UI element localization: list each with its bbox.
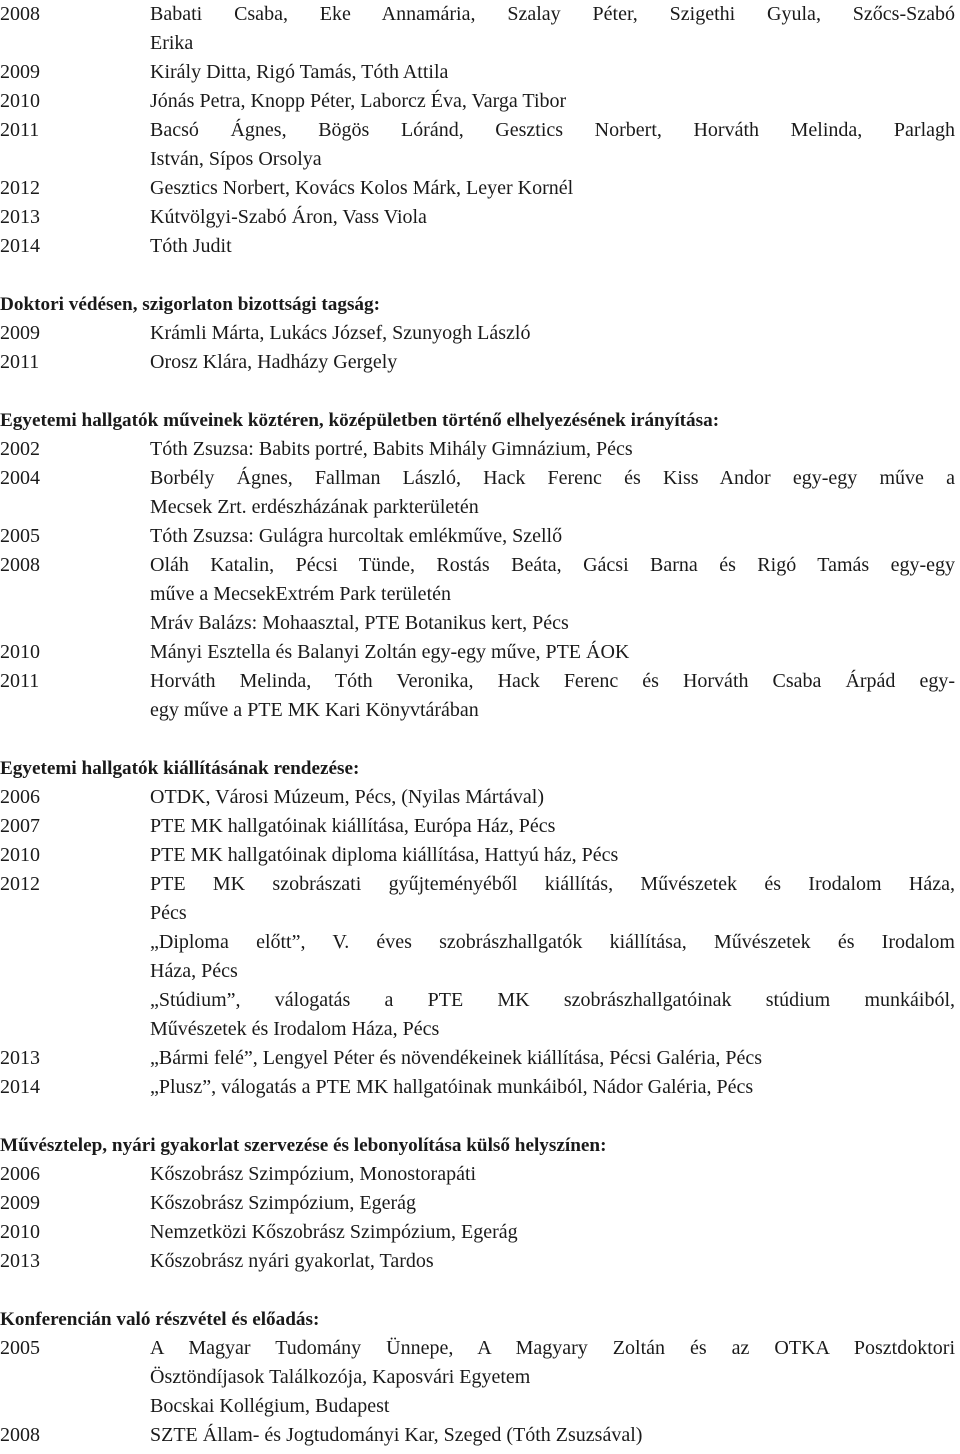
entry-line: Kőszobrász Szimpózium, Monostorapáti: [150, 1163, 477, 1185]
entry-year: 2013: [0, 1047, 40, 1069]
entry-text: [150, 1189, 960, 1218]
cv-entry: [0, 58, 960, 87]
entry-year: 2013: [0, 1250, 40, 1272]
entry-year: 2002: [0, 438, 40, 460]
entry-year: 2007: [0, 815, 40, 837]
cv-entry: [0, 0, 960, 58]
entry-text: [150, 667, 960, 725]
entry-text: [150, 87, 960, 116]
entry-text: [150, 1247, 960, 1276]
entry-text: [150, 203, 960, 232]
entry-year: 2009: [0, 322, 40, 344]
entry-year: 2011: [0, 670, 40, 692]
cv-entry: [0, 1421, 960, 1450]
entry-line: Ösztöndíjasok Találkozója, Kaposvári Egyetem: [150, 1366, 531, 1388]
cv-entry: [0, 812, 960, 841]
entry-line: Kőszobrász nyári gyakorlat, Tardos: [150, 1250, 434, 1272]
entry-line: Háza, Pécs: [150, 960, 238, 982]
entry-line: Mecsek Zrt. erdészházának parkterületén: [150, 496, 479, 518]
cv-entry: [0, 1160, 960, 1189]
entry-line: Tóth Zsuzsa: Gulágra hurcoltak emlékműve, Szellő: [150, 525, 563, 547]
entry-text: [150, 58, 960, 87]
entry-text: [150, 522, 960, 551]
cv-entry: [0, 87, 960, 116]
entry-line: Kőszobrász Szimpózium, Egerág: [150, 1192, 417, 1214]
entry-line: Babati Csaba, Eke Annamária, Szalay Péter, Szigethi Gyula, Szőcs-Szabó: [150, 3, 955, 25]
entry-text: [150, 1044, 960, 1073]
cv-entry: [0, 1247, 960, 1276]
entry-text: [150, 319, 960, 348]
entry-year: 2006: [0, 786, 40, 808]
entry-text: [150, 638, 960, 667]
entry-year: 2006: [0, 1163, 40, 1185]
entry-line: Borbély Ágnes, Fallman László, Hack Ferenc és Kiss Andor egy-egy műve a: [150, 467, 955, 489]
section-heading: Egyetemi hallgatók kiállításának rendezése:: [0, 758, 360, 779]
cv-entry: [0, 1218, 960, 1247]
entry-year: 2004: [0, 467, 40, 489]
cv-entry: [0, 116, 960, 174]
entry-text: [150, 870, 960, 1044]
cv-entry: [0, 464, 960, 522]
cv-entry: [0, 1189, 960, 1218]
entry-text: [150, 435, 960, 464]
cv-entry: [0, 522, 960, 551]
cv-entry: [0, 203, 960, 232]
cv-entry: [0, 551, 960, 638]
entry-line: Kútvölgyi-Szabó Áron, Vass Viola: [150, 206, 427, 228]
entry-text: [150, 1421, 960, 1450]
entry-text: [150, 1073, 960, 1102]
entry-text: [150, 783, 960, 812]
entry-line: Mányi Esztella és Balanyi Zoltán egy-egy műve, PTE ÁOK: [150, 641, 630, 663]
entry-text: [150, 841, 960, 870]
entry-year: 2012: [0, 177, 40, 199]
entry-line: Krámli Márta, Lukács József, Szunyogh László: [150, 322, 531, 344]
cv-entry: [0, 783, 960, 812]
entry-line: A Magyar Tudomány Ünnepe, A Magyary Zoltán és az OTKA Posztdoktori: [150, 1337, 955, 1359]
entry-text: [150, 812, 960, 841]
entry-line: István, Sípos Orsolya: [150, 148, 322, 170]
entry-line: Gesztics Norbert, Kovács Kolos Márk, Leyer Kornél: [150, 177, 574, 199]
cv-entry: [0, 667, 960, 725]
entry-text: [150, 1218, 960, 1247]
section-heading: Egyetemi hallgatók műveinek köztéren, középületben történő elhelyezésének irányítása:: [0, 410, 720, 431]
entry-year: 2005: [0, 1337, 40, 1359]
entry-text: [150, 232, 960, 261]
entry-text: [150, 174, 960, 203]
cv-section: [0, 406, 960, 725]
cv-section: [0, 754, 960, 1102]
entry-line: „Stúdium”, válogatás a PTE MK szobrászhallgatóinak stúdium munkáiból,: [150, 989, 955, 1011]
entry-line: „Plusz”, válogatás a PTE MK hallgatóinak munkáiból, Nádor Galéria, Pécs: [150, 1076, 754, 1098]
section-heading: Konferencián való részvétel és előadás:: [0, 1309, 320, 1330]
entry-year: 2010: [0, 1221, 40, 1243]
cv-section: [0, 0, 960, 261]
entry-line: „Bármi felé”, Lengyel Péter és növendékeinek kiállítása, Pécsi Galéria, Pécs: [150, 1047, 762, 1069]
entry-line: Nemzetközi Kőszobrász Szimpózium, Egerág: [150, 1221, 518, 1243]
entry-year: 2008: [0, 1424, 40, 1446]
entry-line: Király Ditta, Rigó Tamás, Tóth Attila: [150, 61, 449, 83]
cv-entry: [0, 870, 960, 1044]
cv-entry: [0, 174, 960, 203]
entry-year: 2010: [0, 844, 40, 866]
entry-line: PTE MK szobrászati gyűjteményéből kiállítás, Művészetek és Irodalom Háza,: [150, 873, 955, 895]
cv-entry: [0, 841, 960, 870]
entry-year: 2014: [0, 1076, 40, 1098]
entry-text: [150, 116, 960, 174]
cv-entry: [0, 348, 960, 377]
entry-text: [150, 0, 960, 58]
entry-year: 2013: [0, 206, 40, 228]
entry-line: Jónás Petra, Knopp Péter, Laborcz Éva, Varga Tibor: [150, 90, 567, 112]
entry-line: Bocskai Kollégium, Budapest: [150, 1395, 390, 1417]
entry-line: Tóth Zsuzsa: Babits portré, Babits Mihály Gimnázium, Pécs: [150, 438, 633, 460]
entry-year: 2010: [0, 90, 40, 112]
entry-year: 2012: [0, 873, 40, 895]
entry-line: Bacsó Ágnes, Bögös Lóránd, Gesztics Norbert, Horváth Melinda, Parlagh: [150, 119, 955, 141]
entry-line: egy műve a PTE MK Kari Könyvtárában: [150, 699, 479, 721]
section-heading: Doktori védésen, szigorlaton bizottsági tagság:: [0, 294, 380, 315]
entry-line: Oláh Katalin, Pécsi Tünde, Rostás Beáta, Gácsi Barna és Rigó Tamás egy-egy: [150, 554, 955, 576]
cv-entry: [0, 232, 960, 261]
entry-text: [150, 1160, 960, 1189]
entry-year: 2009: [0, 61, 40, 83]
entry-text: [150, 551, 960, 638]
entry-line: PTE MK hallgatóinak diploma kiállítása, Hattyú ház, Pécs: [150, 844, 619, 866]
cv-entry: [0, 638, 960, 667]
entry-year: 2008: [0, 3, 40, 25]
entry-year: 2010: [0, 641, 40, 663]
entry-line: Orosz Klára, Hadházy Gergely: [150, 351, 398, 373]
cv-entry: [0, 435, 960, 464]
entry-year: 2014: [0, 235, 40, 257]
cv-entry: [0, 319, 960, 348]
entry-year: 2009: [0, 1192, 40, 1214]
entry-line: műve a MecsekExtrém Park területén: [150, 583, 451, 605]
cv-entry: [0, 1044, 960, 1073]
cv-section: [0, 290, 960, 377]
entry-line: Horváth Melinda, Tóth Veronika, Hack Ferenc és Horváth Csaba Árpád egy-: [150, 670, 955, 692]
entry-text: [150, 348, 960, 377]
entry-line: SZTE Állam- és Jogtudományi Kar, Szeged (Tóth Zsuzsával): [150, 1424, 643, 1446]
entry-line: Pécs: [150, 902, 187, 924]
entry-year: 2011: [0, 119, 40, 141]
entry-line: Művészetek és Irodalom Háza, Pécs: [150, 1018, 440, 1040]
entry-text: [150, 464, 960, 522]
cv-section: [0, 1305, 960, 1450]
section-heading: Művésztelep, nyári gyakorlat szervezése és lebonyolítása külső helyszínen:: [0, 1135, 607, 1156]
entry-year: 2011: [0, 351, 40, 373]
cv-section: [0, 1131, 960, 1276]
entry-text: [150, 1334, 960, 1421]
entry-year: 2005: [0, 525, 40, 547]
entry-year: 2008: [0, 554, 40, 576]
entry-line: PTE MK hallgatóinak kiállítása, Európa Ház, Pécs: [150, 815, 556, 837]
entry-line: Erika: [150, 32, 194, 54]
entry-line: Mráv Balázs: Mohaasztal, PTE Botanikus kert, Pécs: [150, 612, 569, 634]
entry-line: OTDK, Városi Múzeum, Pécs, (Nyilas Mártával): [150, 786, 544, 808]
cv-entry: [0, 1334, 960, 1421]
cv-entry: [0, 1073, 960, 1102]
entry-line: Tóth Judit: [150, 235, 232, 257]
entry-line: „Diploma előtt”, V. éves szobrászhallgatók kiállítása, Művészetek és Irodalom: [150, 931, 955, 953]
